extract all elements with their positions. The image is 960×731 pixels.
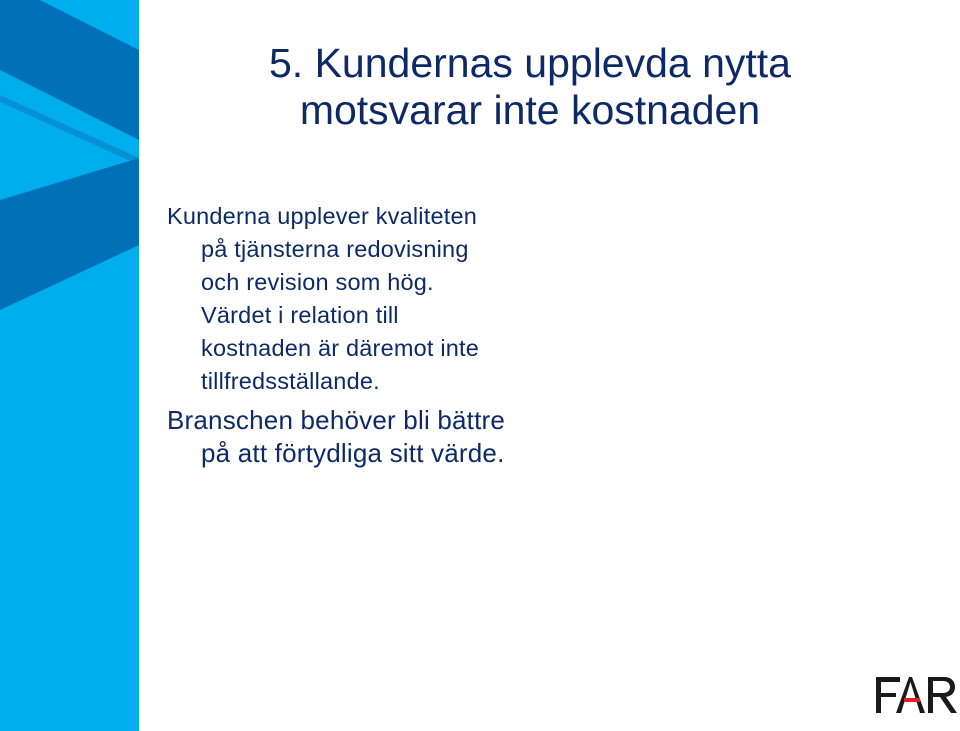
slide-title (170, 40, 890, 134)
paragraph-line: Värdet i relation till (201, 302, 399, 328)
decorative-sidebar (0, 0, 139, 731)
paragraph-line: på tjänsterna redovisning (201, 236, 469, 262)
paragraph-line: Kunderna upplever kvaliteten (167, 203, 477, 229)
slide-title-line-1: 5. Kundernas upplevda nytta (269, 40, 791, 86)
far-logo (874, 674, 958, 716)
paragraph-industry (167, 404, 727, 470)
sidebar-chevron-graphic (0, 0, 139, 731)
paragraph-line: kostnaden är däremot inte (201, 335, 480, 361)
paragraph-line: Branschen behöver bli bättre (167, 405, 506, 435)
paragraph-quality (167, 200, 727, 398)
paragraph-line: tillfredsställande. (201, 368, 380, 394)
paragraph-line: och revision som hög. (201, 269, 434, 295)
far-logo-icon (874, 674, 958, 716)
paragraph-line: på att förtydliga sitt värde. (201, 438, 505, 468)
slide-title-line-2: motsvarar inte kostnaden (299, 87, 761, 133)
slide-body (167, 200, 727, 470)
